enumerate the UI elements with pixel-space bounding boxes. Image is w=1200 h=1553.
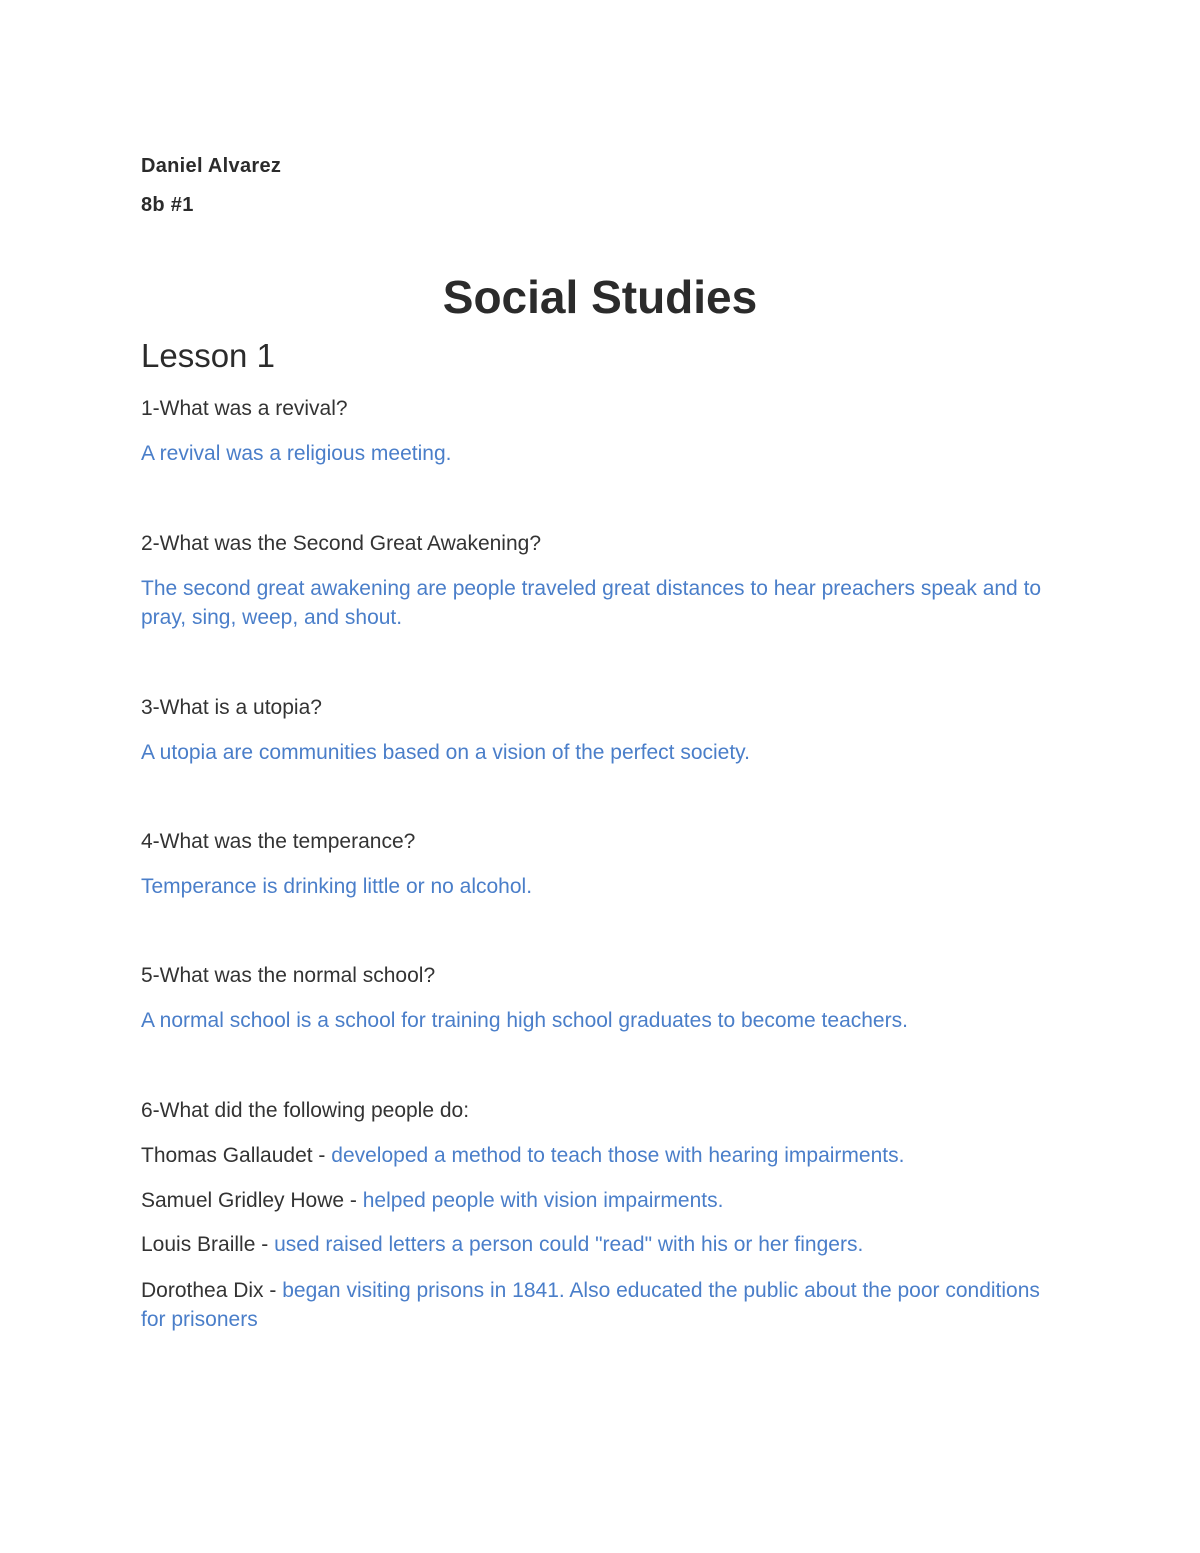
question-6: 6-What did the following people do: (141, 1099, 470, 1122)
person-name: Thomas Gallaudet - (141, 1144, 332, 1167)
person-contribution: used raised letters a person could "read" with his or her fingers. (274, 1233, 864, 1256)
person-contribution: began visiting prisons in 1841. Also educated the public about the poor conditions for prisoners (141, 1279, 1040, 1331)
answer-2: The second great awakening are people traveled great distances to hear preachers speak and to pray, sing, weep, and shout. (141, 577, 1042, 629)
lesson-heading: Lesson 1 (141, 337, 275, 374)
person-name: Samuel Gridley Howe - (141, 1189, 363, 1212)
person-row (141, 1233, 863, 1257)
person-row (141, 1189, 723, 1213)
answer-3: A utopia are communities based on a vision of the perfect society. (141, 741, 750, 764)
answer-1: A revival was a religious meeting. (141, 442, 452, 465)
question-3: 3-What is a utopia? (141, 696, 322, 719)
person-contribution: helped people with vision impairments. (362, 1189, 724, 1212)
class-number: 8b #1 (141, 194, 194, 216)
document-title: Social Studies (442, 271, 758, 323)
person-row (141, 1276, 1051, 1334)
question-4: 4-What was the temperance? (141, 830, 416, 853)
question-1: 1-What was a revival? (141, 397, 348, 420)
answer-5: A normal school is a school for training high school graduates to become teachers. (141, 1009, 908, 1032)
person-name: Dorothea Dix - (141, 1279, 283, 1302)
student-name: Daniel Alvarez (141, 155, 282, 177)
answer-4: Temperance is drinking little or no alcohol. (141, 875, 533, 898)
question-2: 2-What was the Second Great Awakening? (141, 532, 542, 555)
question-5: 5-What was the normal school? (141, 964, 436, 987)
person-name: Louis Braille - (141, 1233, 275, 1256)
person-contribution: developed a method to teach those with hearing impairments. (331, 1144, 905, 1167)
person-row (141, 1144, 904, 1168)
